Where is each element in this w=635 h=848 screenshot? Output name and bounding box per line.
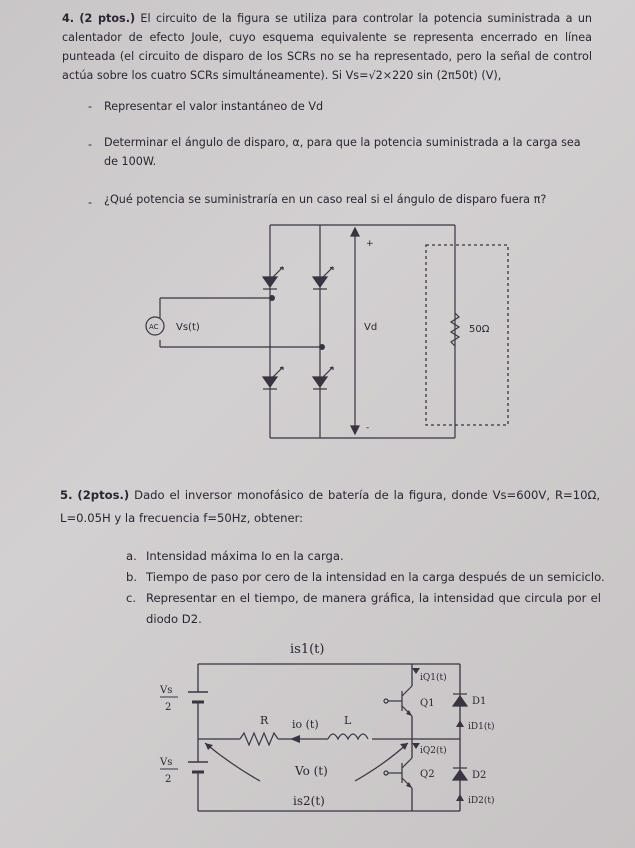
bullet-dash: - <box>88 138 93 151</box>
resistor-label: 50Ω <box>469 324 490 335</box>
scr-icon <box>313 367 333 389</box>
id2-arrow-icon <box>456 794 464 801</box>
battery-icon <box>188 762 208 772</box>
load-dashed-box <box>426 245 508 425</box>
q2-label: Q2 <box>420 769 435 780</box>
item-a-text: Intensidad máxima Io en la carga. <box>146 549 344 563</box>
vs-top-den: 2 <box>165 702 172 713</box>
scr-icon <box>313 267 333 289</box>
l-label: L <box>344 714 352 727</box>
bullet-dash: - <box>88 100 93 113</box>
vs-bottom-den: 2 <box>165 774 172 785</box>
question-4-points: (2 ptos.) <box>79 12 136 25</box>
d2-label: D2 <box>472 770 487 781</box>
item-a-letter: a. <box>126 549 137 563</box>
scr-bridge-circuit <box>130 218 530 443</box>
ac-source-label: AC <box>149 323 159 331</box>
iq1-label: iQ1(t) <box>420 673 447 683</box>
vs-top-num: Vs <box>160 685 173 696</box>
id2-label: iD2(t) <box>468 796 495 806</box>
question-4-item-2: Determinar el ángulo de disparo, α, para que la potencia suministrada a la carga sea de 100W. <box>104 136 581 168</box>
q1-label: Q1 <box>420 698 435 709</box>
scr-icon <box>263 267 283 289</box>
vo-label: Vo (t) <box>295 764 328 778</box>
vs-bottom-num: Vs <box>160 757 173 768</box>
iq2-arrow-icon <box>412 743 420 749</box>
id1-label: iD1(t) <box>468 722 495 732</box>
r-label: R <box>260 714 269 727</box>
item-b-text: Tiempo de paso por cero de la intensidad en la carga después de un semiciclo. <box>146 570 605 584</box>
node-dot <box>269 295 275 301</box>
iq2-label: iQ2(t) <box>420 746 447 756</box>
question-5-number: 5. <box>60 488 73 502</box>
diode-d1-icon <box>453 694 467 706</box>
is1-label: is1(t) <box>290 642 325 657</box>
question-5-statement <box>60 484 600 530</box>
item-c-text: Representar en el tiempo, de manera gráfica, la intensidad que circula por el diodo D2. <box>146 591 601 626</box>
is2-label: is2(t) <box>293 794 325 808</box>
item-b-letter: b. <box>126 570 138 584</box>
question-4-number: 4. <box>62 12 75 25</box>
transistor-q1-icon <box>384 686 412 716</box>
vd-minus: - <box>366 423 370 433</box>
item-c-letter: c. <box>126 591 137 605</box>
iq1-arrow-icon <box>412 668 420 674</box>
io-label: io (t) <box>292 718 319 731</box>
question-4-statement <box>62 9 592 85</box>
question-4-item-1: Representar el valor instantáneo de Vd <box>104 100 324 113</box>
io-arrow-icon <box>290 735 300 743</box>
diode-d2-icon <box>453 768 467 780</box>
question-4-text: El circuito de la figura se utiliza para controlar la potencia suministrada a un calentador de efecto Joule, cuyo esquema equivalente se representa encerrado en línea punteada (el circuito de disparo de los SCRs no se ha representado, pero la señal de control actúa sobre los cuatro SCRs simultáneamente). Si Vs=√2×220 sin (2π50t) (V), <box>62 12 593 82</box>
bullet-dash: - <box>88 196 93 209</box>
vs-label: Vs(t) <box>176 322 200 333</box>
question-5-text: Dado el inversor monofásico de batería de la figura, donde Vs=600V, R=10Ω, L=0.05H y la frecuencia f=50Hz, obtener: <box>60 488 601 525</box>
question-4-item-3: ¿Qué potencia se suministraría en un caso real si el ángulo de disparo fuera π? <box>104 193 547 206</box>
d1-label: D1 <box>472 696 487 707</box>
inverter-circuit <box>150 636 530 816</box>
vd-label: Vd <box>364 322 378 333</box>
question-5-points: (2ptos.) <box>77 488 130 502</box>
node-dot <box>319 344 325 350</box>
vd-arrow-icon <box>351 228 359 434</box>
scr-icon <box>263 367 283 389</box>
transistor-q2-icon <box>384 758 412 788</box>
id1-arrow-icon <box>456 720 464 727</box>
battery-icon <box>188 692 208 702</box>
vd-plus: + <box>366 239 374 249</box>
